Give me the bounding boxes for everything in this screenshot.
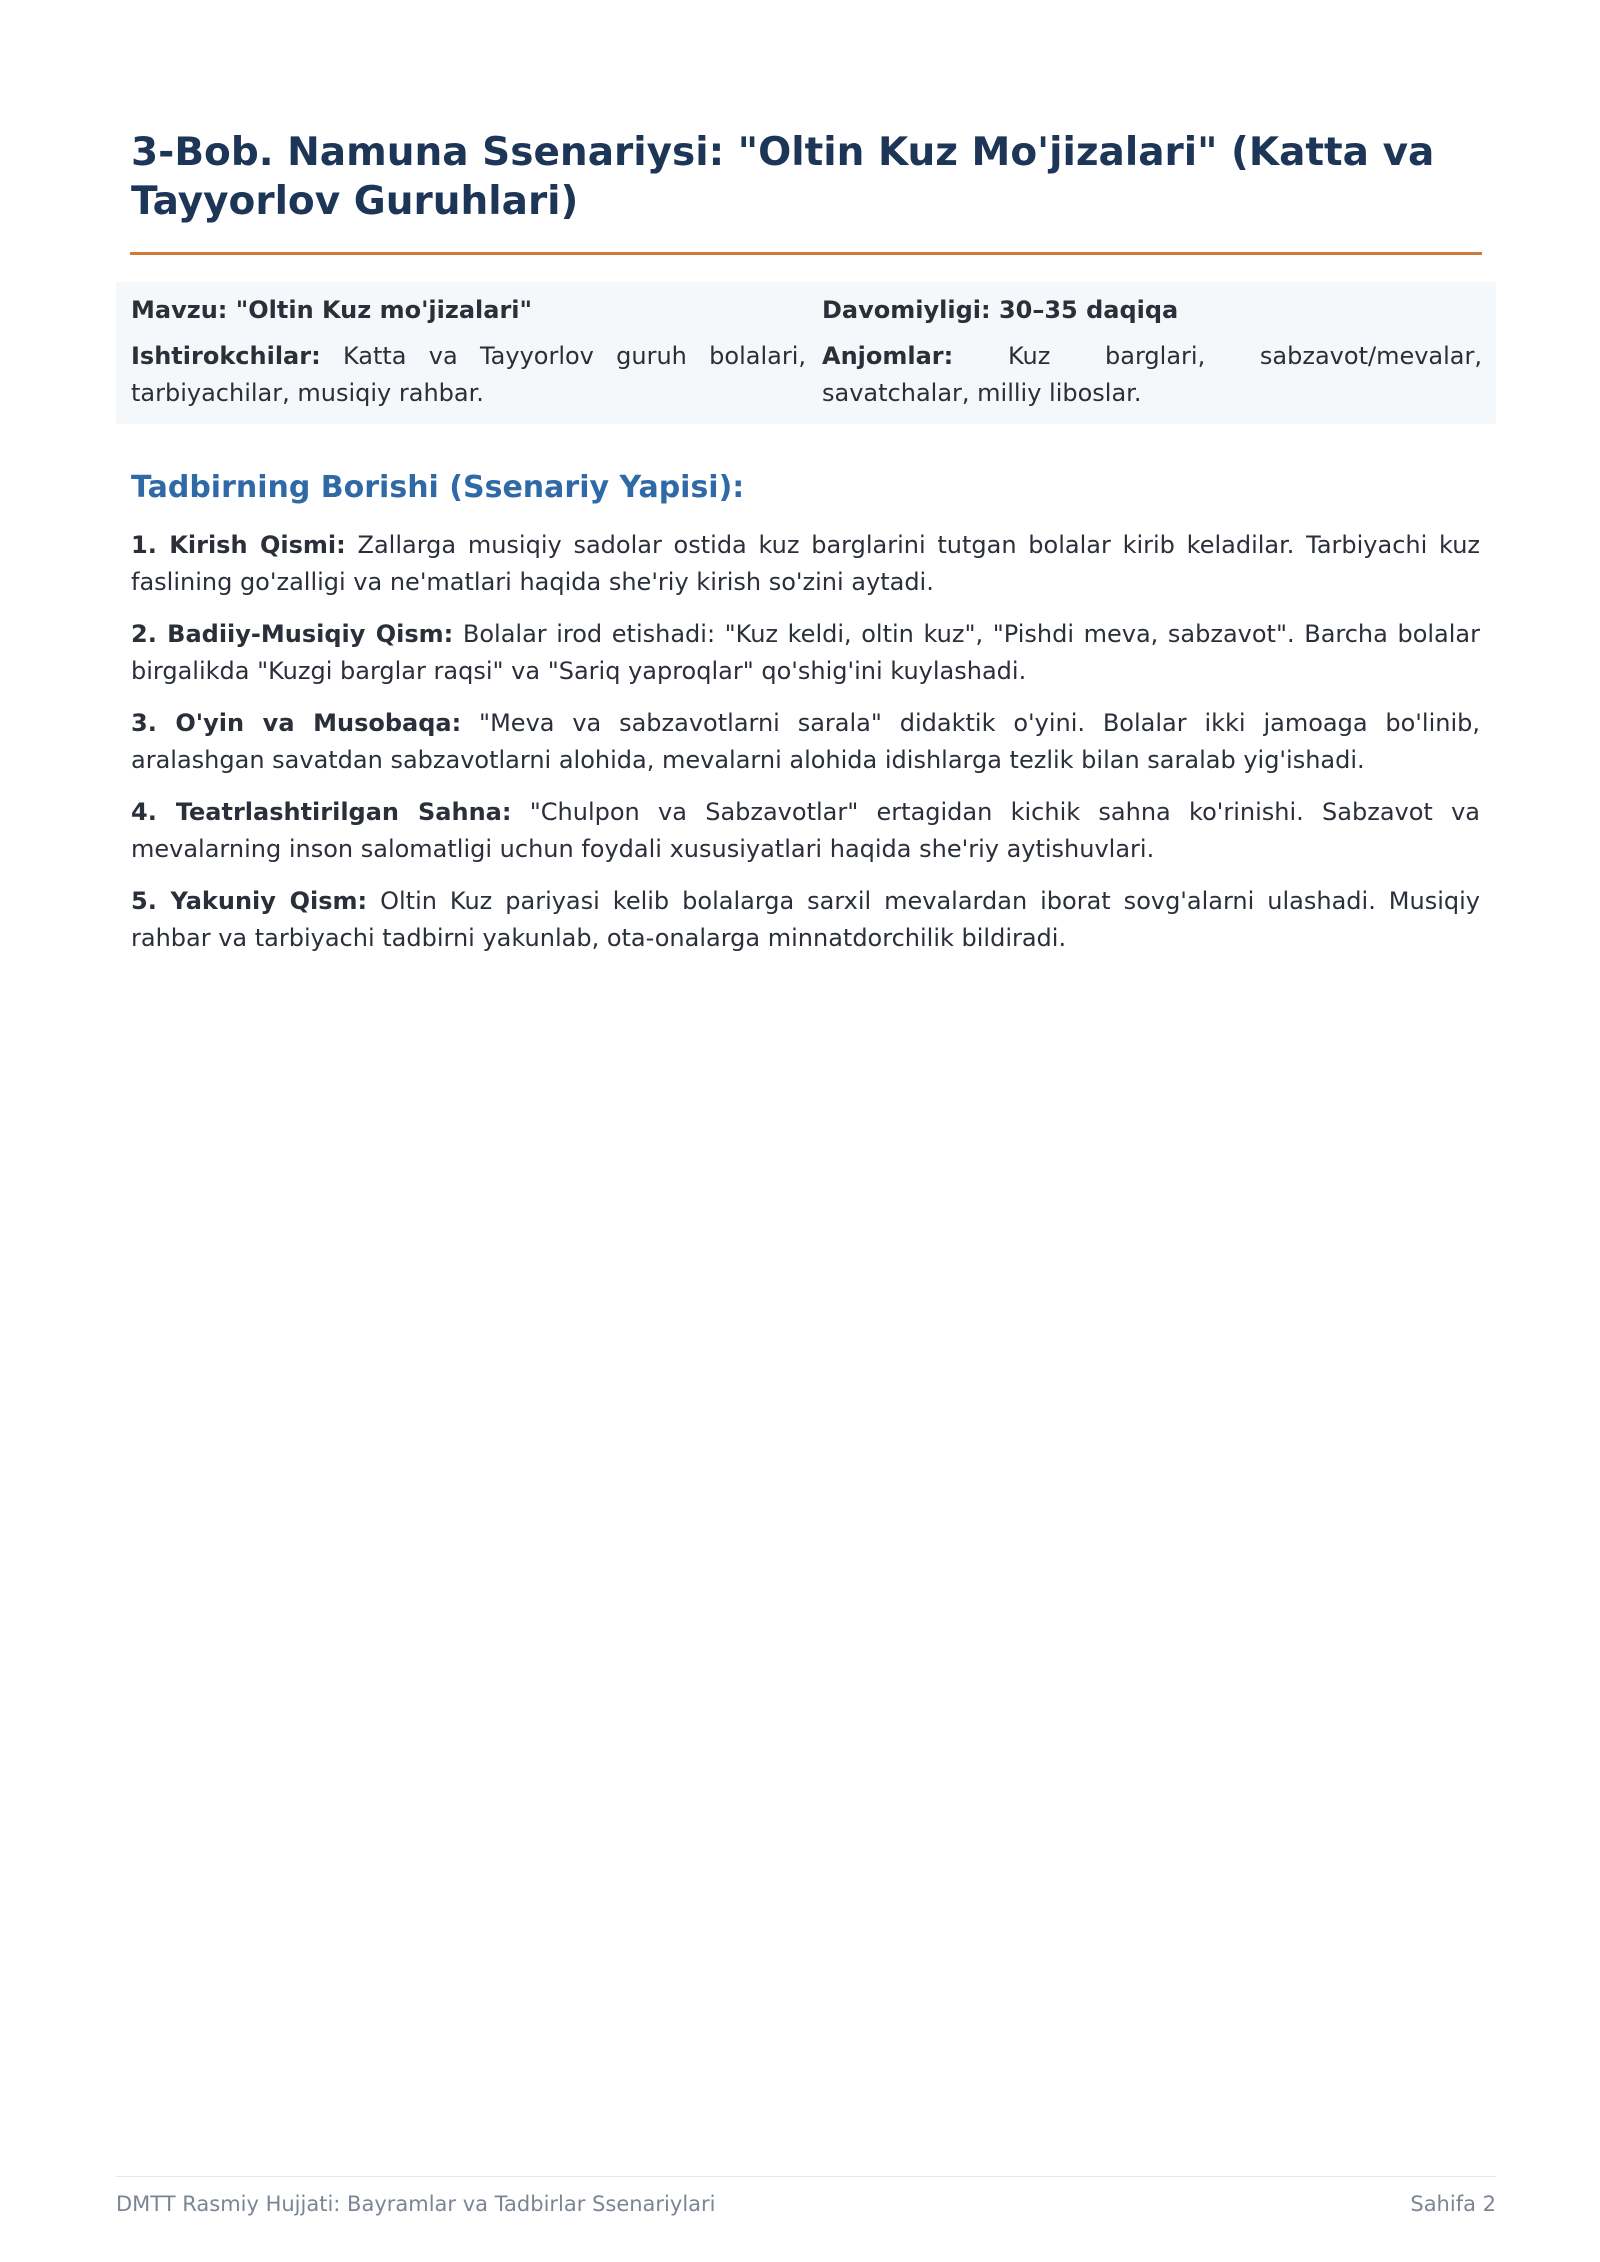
- info-materials-line1: [822, 338, 1482, 375]
- step-text: "Meva va sabzavotlarni sarala" didaktik o'yini. Bolalar ikki jamoaga bo'linib, aralashgan savatdan sabzavotlarni alohida, mevalarni alohida idishlarga tezlik bilan saralab yig'ishadi.: [131, 709, 1480, 774]
- section-heading: Tadbirning Borishi (Ssenariy Yapisi):: [131, 470, 745, 505]
- step-item: [131, 705, 1480, 779]
- info-materials-text-1: Kuz barglari, sabzavot/mevalar,: [953, 342, 1482, 370]
- step-text: Oltin Kuz pariyasi kelib bolalarga sarxil mevalardan iborat sovg'alarni ulashadi. Musiqiy rahbar va tarbiyachi tadbirni yakunlab, ota-onalarga minnatdorchilik bildiradi.: [131, 887, 1481, 952]
- page-title: 3-Bob. Namuna Ssenariysi: "Oltin Kuz Mo'jizalari" (Katta va Tayyorlov Guruhlari): [131, 130, 1435, 224]
- step-item: [131, 527, 1480, 601]
- info-materials-text-2: savatchalar, milliy liboslar.: [822, 379, 1142, 407]
- step-label: 5. Yakuniy Qism:: [131, 887, 368, 915]
- title-divider: [130, 252, 1482, 255]
- info-participants-label: Ishtirokchilar:: [131, 342, 321, 370]
- info-topic: [131, 292, 811, 329]
- info-materials: [822, 338, 1482, 412]
- footer-divider: [116, 2176, 1496, 2177]
- step-text: "Chulpon va Sabzavotlar" ertagidan kichik sahna ko'rinishi. Sabzavot va mevalarning inson salomatligi uchun foydali xususiyatlari haqida she'riy aytishuvlari.: [131, 798, 1480, 863]
- footer-document-name: DMTT Rasmiy Hujjati: Bayramlar va Tadbirlar Ssenariylari: [116, 2192, 716, 2216]
- step-label: 2. Badiiy-Musiqiy Qism:: [131, 620, 454, 648]
- info-materials-label: Anjomlar:: [822, 342, 954, 370]
- info-participants-text: Katta va Tayyorlov guruh bolalari, tarbiyachilar, musiqiy rahbar.: [131, 342, 806, 407]
- step-item: [131, 794, 1480, 868]
- step-label: 1. Kirish Qismi:: [131, 531, 346, 559]
- step-text: Zallarga musiqiy sadolar ostida kuz barglarini tutgan bolalar kirib keladilar. Tarbiyachi kuz faslining go'zalligi va ne'matlari haqida she'riy kirish so'zini aytadi.: [131, 531, 1481, 596]
- info-duration-text: Davomiyligi: 30–35 daqiqa: [822, 296, 1179, 324]
- info-topic-text: Mavzu: "Oltin Kuz mo'jizalari": [131, 296, 533, 324]
- steps-list: [131, 527, 1480, 972]
- info-participants: [131, 338, 806, 412]
- step-item: [131, 616, 1480, 690]
- step-label: 3. O'yin va Musobaqa:: [131, 709, 462, 737]
- step-text: Bolalar irod etishadi: "Kuz keldi, oltin kuz", "Pishdi meva, sabzavot". Barcha bolalar birgalikda "Kuzgi barglar raqsi" va "Sariq yaproqlar" qo'shig'ini kuylashadi.: [131, 620, 1480, 685]
- info-duration: [822, 292, 1482, 329]
- footer-page-number: Sahifa 2: [1410, 2192, 1496, 2216]
- step-label: 4. Teatrlashtirilgan Sahna:: [131, 798, 512, 826]
- step-item: [131, 883, 1480, 957]
- info-panel: [116, 282, 1496, 424]
